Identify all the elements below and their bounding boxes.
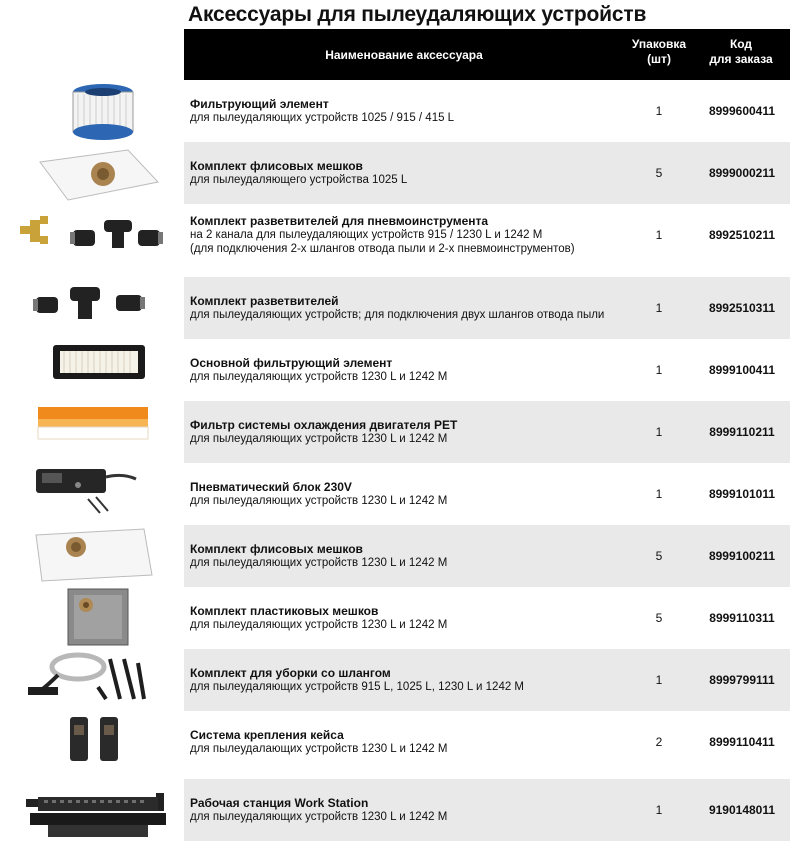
row-name: Фильтрующий элемент: [190, 97, 329, 111]
row-code: 8999100411: [708, 363, 776, 377]
row-qty: 1: [655, 673, 663, 687]
table-row: [184, 463, 790, 525]
pneumatic-unit-icon: [18, 463, 168, 525]
header-pack-line2: (шт): [647, 52, 671, 66]
table-row: [184, 649, 790, 711]
work-station-icon: [18, 779, 168, 841]
header-code-line2: для заказа: [709, 52, 773, 66]
table-row: [184, 587, 790, 649]
row-line: для пылеудаляющих устройств; для подключения двух шлангов отвода пыли: [190, 309, 605, 321]
row-line: для пылеудаляющих устройств 1230 L и 1242 M: [190, 811, 448, 823]
table-header: [184, 29, 790, 80]
row-name: Комплект флисовых мешков: [190, 159, 363, 173]
row-code: 8999799111: [709, 673, 775, 687]
row-name: Система крепления кейса: [190, 728, 344, 742]
row-name: Пневматический блок 230V: [190, 480, 352, 494]
row-line: для пылеудаляющих устройств 1025 / 915 / 415 L: [190, 112, 455, 124]
table-row: [184, 525, 790, 587]
header-code-line1: Код: [729, 37, 753, 51]
row-line: для пылеудаляющего устройства 1025 L: [190, 174, 408, 186]
row-line: для пылеудаляющих устройств 1230 L и 1242 M: [190, 619, 448, 631]
plastic-bag-icon: [18, 587, 168, 649]
row-qty: 1: [655, 803, 663, 817]
pleated-filter-icon: [18, 401, 168, 463]
row-qty: 5: [655, 611, 663, 625]
row-name: Фильтр системы охлаждения двигателя PET: [190, 418, 458, 432]
table-row: [184, 204, 790, 266]
row-name: Комплект для уборки со шлангом: [190, 666, 391, 680]
table-row: [184, 80, 790, 142]
flat-filter-icon: [18, 339, 168, 401]
cylinder-filter-icon: [18, 80, 168, 142]
page-title: Аксессуары для пылеудаляющих устройств: [188, 3, 647, 26]
fleece-bag-icon: [18, 142, 168, 204]
header-pack-line1: Упаковка: [631, 37, 687, 51]
hose-splitter-icon: [18, 277, 168, 339]
row-code: 8999600411: [708, 104, 776, 118]
row-line: для пылеудаляющих устройств 915 L, 1025 L, 1230 L и 1242 M: [190, 681, 525, 693]
row-qty: 2: [655, 735, 663, 749]
table-row: [184, 339, 790, 401]
row-qty: 1: [655, 487, 663, 501]
row-name: Комплект пластиковых мешков: [190, 604, 379, 618]
header-pack: [624, 37, 694, 67]
row-line: для пылеудаляющих устройств 1230 L и 1242 M: [190, 371, 448, 383]
row-line: для пылеудалающих устройств 1230 L и 1242 M: [190, 743, 448, 755]
row-qty: 1: [655, 425, 663, 439]
table-row: [184, 401, 790, 463]
table-row: [184, 142, 790, 204]
row-name: Комплект разветвителей для пневмоинструмента: [190, 214, 489, 228]
row-code: 8999110211: [709, 425, 775, 439]
hose-cleaning-kit-icon: [18, 649, 168, 711]
row-line: для пылеудаляющих устройств 1230 L и 1242 M: [190, 495, 448, 507]
row-code: 8992510211: [708, 228, 776, 242]
row-qty: 1: [655, 228, 663, 242]
header-name: Наименование аксессуара: [325, 47, 483, 62]
table-row: [184, 779, 790, 841]
row-code: 8999101011: [708, 487, 776, 501]
row-code: 8999110311: [709, 611, 775, 625]
row-qty: 1: [655, 363, 663, 377]
header-code: [692, 37, 790, 67]
row-qty: 1: [655, 104, 663, 118]
row-name: Комплект флисовых мешков: [190, 542, 363, 556]
row-name: Основной фильтрующий элемент: [190, 356, 393, 370]
row-line: для пылеудаляющих устройств 1230 L и 1242 M: [190, 557, 448, 569]
row-line: на 2 канала для пылеудаляющих устройств 915 / 1230 L и 1242 M: [190, 229, 543, 241]
row-qty: 5: [655, 549, 663, 563]
pneumatic-splitter-icon: [18, 204, 168, 266]
fleece-bag-icon: [18, 525, 168, 587]
row-code: 8992510311: [708, 301, 776, 315]
row-name: Рабочая станция Work Station: [190, 796, 369, 810]
row-code: 8999100211: [708, 549, 776, 563]
case-mount-icon: [18, 711, 168, 773]
row-name: Комплект разветвителей: [190, 294, 339, 308]
table-row: [184, 277, 790, 339]
row-qty: 5: [655, 166, 663, 180]
row-code: 9190148011: [708, 803, 776, 817]
row-line: для пылеудаляющих устройств 1230 L и 1242 M: [190, 433, 448, 445]
row-line: (для подключения 2-х шлангов отвода пыли и 2-х пневмоинструментов): [190, 243, 575, 255]
row-code: 8999110411: [709, 735, 775, 749]
row-qty: 1: [655, 301, 663, 315]
row-code: 8999000211: [708, 166, 776, 180]
table-row: [184, 711, 790, 773]
